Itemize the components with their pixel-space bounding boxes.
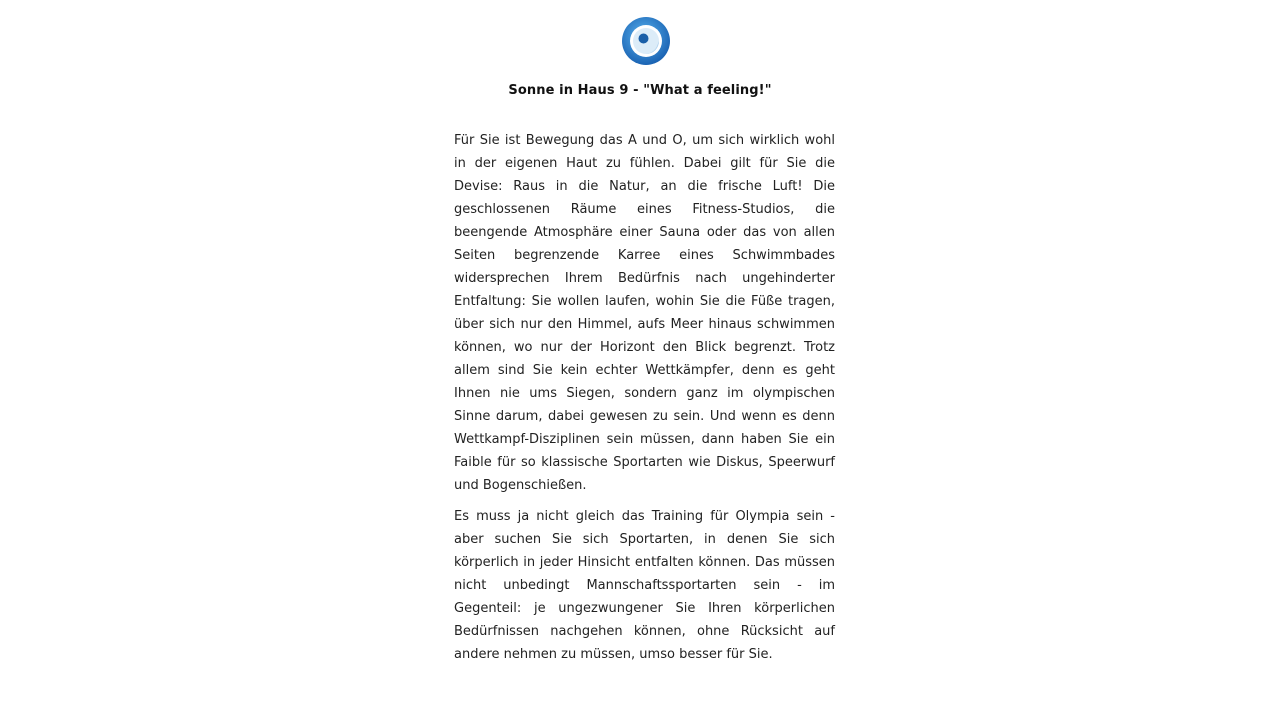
- paragraph: Es muss ja nicht gleich das Training für Olympia sein - aber suchen Sie sich Sportarten, in denen Sie sich körperlich in jeder Hinsicht entfalten können. Das müssen nicht unbedingt Mannschaftssportarten sein - im Gegenteil: je ungezwungener Sie Ihren körperlichen Bedürfnissen nachgehen können, ohne Rücksicht auf andere nehmen zu müssen, umso besser für Sie.: [454, 509, 835, 662]
- page-title: Sonne in Haus 9 - "What a feeling!": [508, 83, 772, 98]
- paragraph: Für Sie ist Bewegung das A und O, um sich wirklich wohl in der eigenen Haut zu fühlen. Dabei gilt für Sie die Devise: Raus in die Natur, an die frische Luft! Die geschlossenen Räume eines Fitness-Studios, die beengende Atmosphäre einer Sauna oder das von allen Seiten begrenzende Karree eines Schwimmbades widersprechen Ihrem Bedürfnis nach ungehinderter Entfaltung: Sie wollen laufen, wohin Sie die Füße tragen, über sich nur den Himmel, aufs Meer hinaus schwimmen können, wo nur der Horizont den Blick begrenzt. Trotz allem sind Sie kein echter Wettkämpfer, denn es geht Ihnen nie ums Siegen, sondern ganz im olympischen Sinne darum, dabei gewesen zu sein. Und wenn es denn Wettkampf-Disziplinen sein müssen, dann haben Sie ein Faible für so klassische Sportarten wie Diskus, Speerwurf und Bogenschießen.: [454, 133, 835, 493]
- eye-circle-icon: [621, 16, 671, 66]
- article-body: [454, 129, 835, 674]
